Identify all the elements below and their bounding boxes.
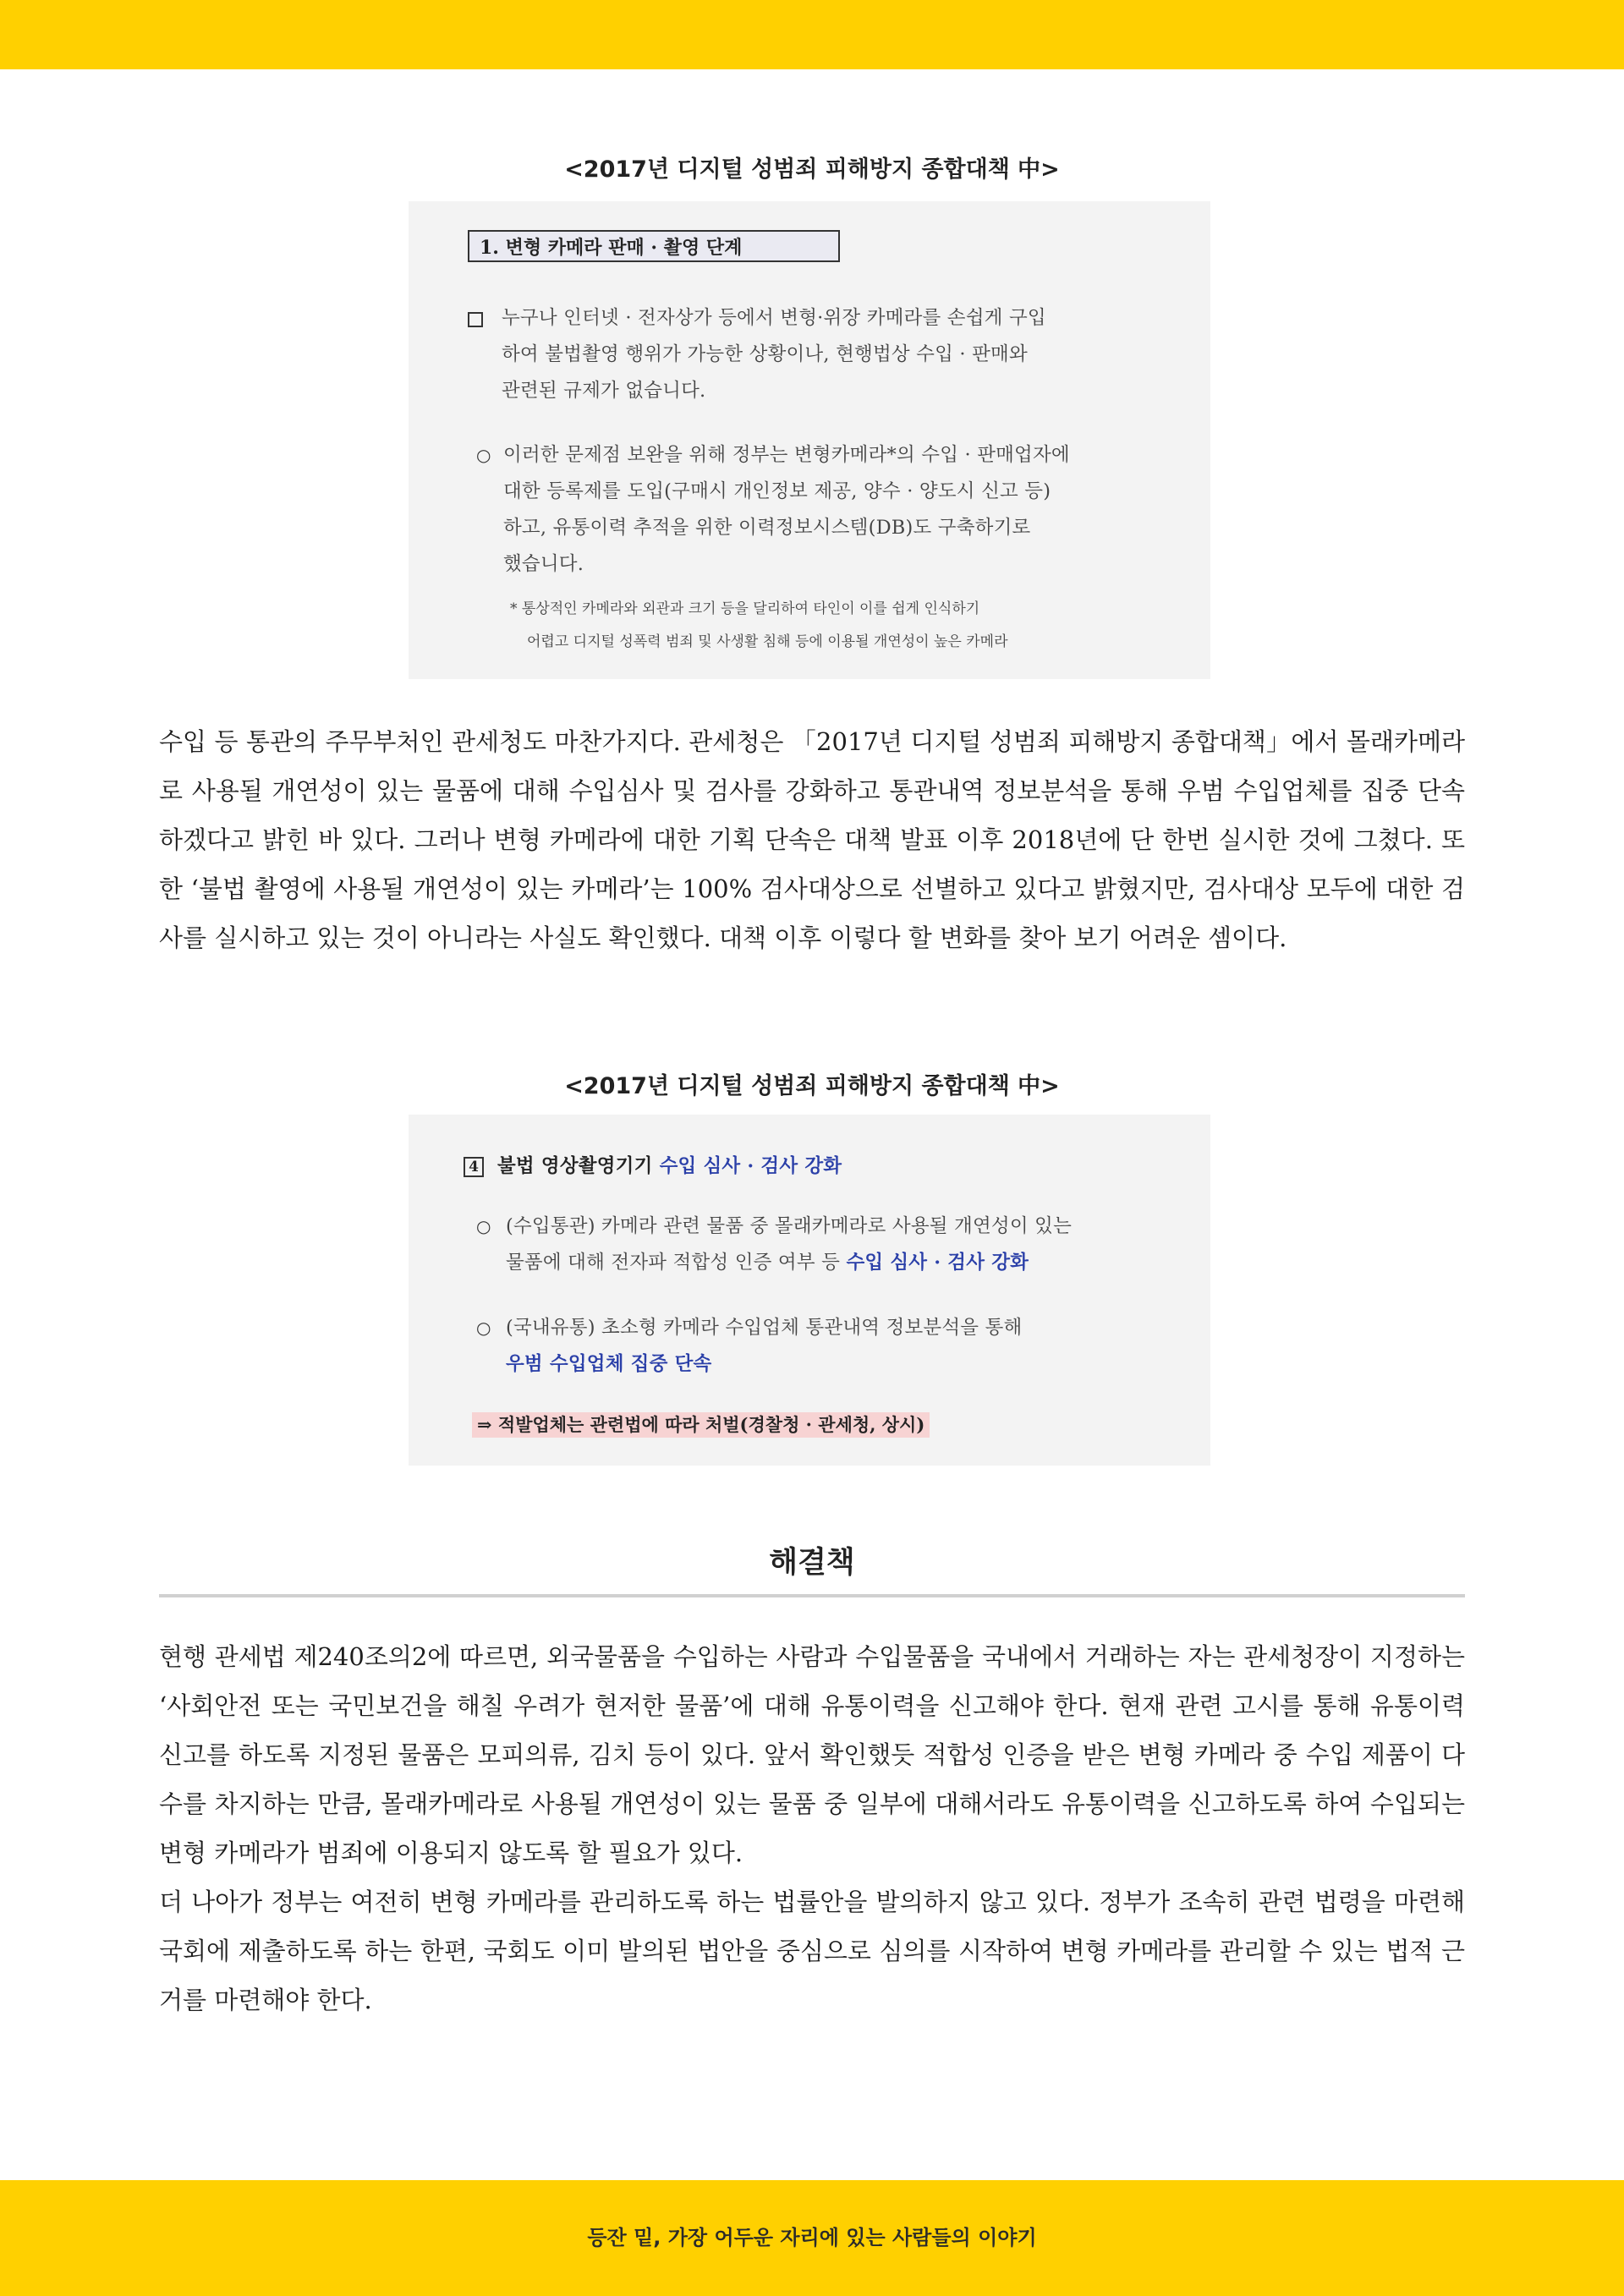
figure2-result: ⇒ 적발업체는 관련법에 따라 처벌(경찰청 · 관세청, 상시): [472, 1412, 930, 1438]
figure1-para1-line: 관련된 규제가 없습니다.: [502, 380, 706, 402]
figure2-item1: [506, 1208, 1199, 1281]
figure2-heading: [497, 1148, 1174, 1185]
figure1-image: [409, 201, 1210, 679]
figure1-para2-line: 대한 등록제를 도입(구매시 개인정보 제공, 양수 · 양도시 신고 등): [503, 480, 1051, 502]
figure1-footnote-line: * 통상적인 카메라와 외관과 크기 등을 달리하여 타인이 이를 쉽게 인식하기: [510, 600, 980, 617]
figure2-item1-line2b: 수입 심사 · 검사 강화: [846, 1252, 1029, 1274]
section-title: 해결책: [769, 1546, 855, 1580]
figure2-caption: <2017년 디지털 성범죄 피해방지 종합대책 中>: [564, 1073, 1060, 1099]
paragraph-solution-2: 더 나아가 정부는 여전히 변형 카메라를 관리하도록 하는 법률안을 발의하지 않고 있다. 정부가 조속히 관련 법령을 마련해 국회에 제출하도록 하는 한편, 국회도 이미 발의된 법안을 중심으로 심의를 시작하여 변형 카메라를 관리할 수 있는 법적 근거를 마련해야 한다.: [159, 1888, 1465, 2014]
section-divider: [159, 1594, 1465, 1597]
figure1-para2-line: 하고, 유통이력 추적을 위한 이력정보시스템(DB)도 구축하기로: [503, 517, 1031, 539]
bottom-banner: [0, 2180, 1624, 2296]
figure1-para1-line: 누구나 인터넷 · 전자상가 등에서 변형·위장 카메라를 손쉽게 구입: [502, 307, 1046, 329]
bullet-circle-icon: ○: [476, 1318, 491, 1338]
figure2-heading-a: 불법 영상촬영기기: [497, 1155, 653, 1177]
figure1-para2: [503, 437, 1180, 583]
figure1-footnote: [510, 593, 1187, 659]
figure1-box-title: 1. 변형 카메라 판매 · 촬영 단계: [468, 230, 840, 262]
figure2-item2-line2: 우범 수입업체 집중 단속: [506, 1353, 712, 1375]
figure1-para2-line: 이러한 문제점 보완을 위해 정부는 변형카메라*의 수입 · 판매업자에: [503, 444, 1070, 466]
top-banner: [0, 0, 1624, 69]
figure1-footnote-line: 어렵고 디지털 성폭력 범죄 및 사생활 침해 등에 이용될 개연성이 높은 카메라: [527, 633, 1008, 650]
bullet-circle-icon: ○: [476, 445, 491, 465]
paragraph-customs: 수입 등 통관의 주무부처인 관세청도 마찬가지다. 관세청은 「2017년 디지털 성범죄 피해방지 종합대책」에서 몰래카메라로 사용될 개연성이 있는 물품에 대해 수입심사 및 검사를 강화하고 통관내역 정보분석을 통해 우범 수입업체를 집중 단속하겠다고 밝힌 바 있다. 그러나 변형 카메라에 대한 기획 단속은 대책 발표 이후 2018년에 단 한번 실시한 것에 그쳤다. 또한 ‘불법 촬영에 사용될 개연성이 있는 카메라’는 100% 검사대상으로 선별하고 있다고 밝혔지만, 검사대상 모두에 대한 검사를 실시하고 있는 것이 아니라는 사실도 확인했다. 대책 이후 이렇다 할 변화를 찾아 보기 어려운 셈이다.: [159, 727, 1465, 952]
figure2-item2: [506, 1310, 1199, 1383]
figure2-image: [409, 1115, 1210, 1466]
bullet-circle-icon: ○: [476, 1216, 491, 1236]
figure2-number-box: 4: [464, 1157, 484, 1177]
checkbox-square-icon: [468, 312, 483, 327]
figure2-item1-line2a: 물품에 대해 전자파 적합성 인증 여부 등: [506, 1252, 841, 1274]
figure1-para1-line: 하여 불법촬영 행위가 가능한 상황이나, 현행법상 수입 · 판매와: [502, 343, 1028, 365]
footer-text: 등잔 밑, 가장 어두운 자리에 있는 사람들의 이야기: [587, 2226, 1037, 2249]
figure1-para1: [502, 300, 1178, 409]
figure2-heading-b: 수입 심사 · 검사 강화: [659, 1155, 842, 1177]
paragraph-solution-1: 현행 관세법 제240조의2에 따르면, 외국물품을 수입하는 사람과 수입물품을 국내에서 거래하는 자는 관세청장이 지정하는 ‘사회안전 또는 국민보건을 해칠 우려가 현저한 물품’에 대해 유통이력을 신고해야 한다. 현재 관련 고시를 통해 유통이력 신고를 하도록 지정된 물품은 모피의류, 김치 등이 있다. 앞서 확인했듯 적합성 인증을 받은 변형 카메라 중 수입 제품이 다수를 차지하는 만큼, 몰래카메라로 사용될 개연성이 있는 물품 중 일부에 대해서라도 유통이력을 신고하도록 하여 수입되는 변형 카메라가 범죄에 이용되지 않도록 할 필요가 있다.: [159, 1642, 1465, 1867]
figure1-caption: <2017년 디지털 성범죄 피해방지 종합대책 中>: [564, 156, 1060, 183]
figure1-para2-line: 했습니다.: [503, 553, 584, 575]
figure2-item1-line1: (수입통관) 카메라 관련 물품 중 몰래카메라로 사용될 개연성이 있는: [506, 1215, 1073, 1237]
figure2-item2-line1: (국내유통) 초소형 카메라 수입업체 통관내역 정보분석을 통해: [506, 1317, 1023, 1339]
